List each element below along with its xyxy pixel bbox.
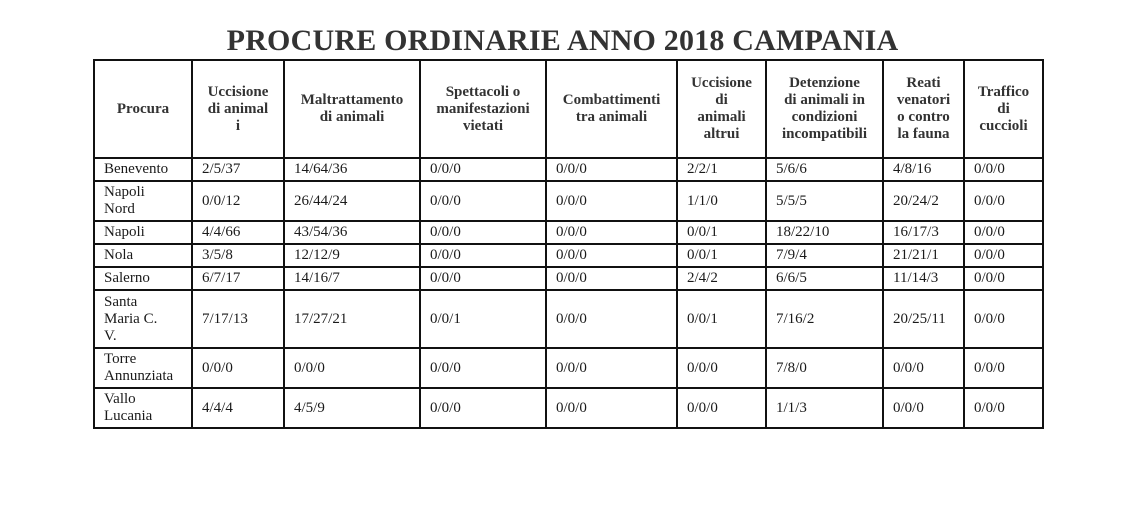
data-cell: 0/0/0 <box>546 388 677 428</box>
data-cell: 0/0/0 <box>964 181 1043 221</box>
header-procura: Procura <box>94 60 192 158</box>
data-cell: 14/16/7 <box>284 267 420 290</box>
data-cell: 0/0/0 <box>546 244 677 267</box>
data-cell: 43/54/36 <box>284 221 420 244</box>
data-cell: 0/0/12 <box>192 181 284 221</box>
procura-name-cell: Napoli Nord <box>94 181 192 221</box>
table-row <box>94 181 1043 221</box>
table-row <box>94 348 1043 388</box>
data-cell: 0/0/0 <box>192 348 284 388</box>
data-cell: 0/0/0 <box>546 348 677 388</box>
data-cell: 0/0/0 <box>964 348 1043 388</box>
table-row <box>94 158 1043 181</box>
data-cell: 20/24/2 <box>883 181 964 221</box>
table-row <box>94 221 1043 244</box>
data-cell: 0/0/0 <box>546 221 677 244</box>
data-cell: 0/0/1 <box>677 244 766 267</box>
data-cell: 0/0/0 <box>964 290 1043 348</box>
data-cell: 0/0/0 <box>284 348 420 388</box>
data-cell: 5/6/6 <box>766 158 883 181</box>
data-cell: 12/12/9 <box>284 244 420 267</box>
header-traffico-cuccioli: Traffico di cuccioli <box>964 60 1043 158</box>
header-reati-venatori: Reati venatori o contro la fauna <box>883 60 964 158</box>
procura-name-cell: Benevento <box>94 158 192 181</box>
data-cell: 26/44/24 <box>284 181 420 221</box>
header-maltrattamento: Maltrattamento di animali <box>284 60 420 158</box>
procura-name-cell: Santa Maria C. V. <box>94 290 192 348</box>
data-cell: 0/0/0 <box>420 158 546 181</box>
header-uccisione-animali: Uccisione di animal i <box>192 60 284 158</box>
data-cell: 0/0/0 <box>964 244 1043 267</box>
data-cell: 7/17/13 <box>192 290 284 348</box>
procura-name-cell: Napoli <box>94 221 192 244</box>
data-cell: 0/0/0 <box>420 244 546 267</box>
table-row <box>94 290 1043 348</box>
data-cell: 21/21/1 <box>883 244 964 267</box>
data-cell: 6/6/5 <box>766 267 883 290</box>
header-combattimenti: Combattimenti tra animali <box>546 60 677 158</box>
header-detenzione: Detenzione di animali in condizioni incompatibili <box>766 60 883 158</box>
data-cell: 0/0/1 <box>677 290 766 348</box>
data-cell: 0/0/1 <box>677 221 766 244</box>
table-header-row <box>94 60 1043 158</box>
data-cell: 7/8/0 <box>766 348 883 388</box>
data-cell: 0/0/0 <box>964 388 1043 428</box>
procura-name-cell: Salerno <box>94 267 192 290</box>
data-cell: 0/0/0 <box>420 348 546 388</box>
data-cell: 0/0/0 <box>420 181 546 221</box>
data-cell: 18/22/10 <box>766 221 883 244</box>
data-cell: 0/0/0 <box>964 158 1043 181</box>
data-cell: 4/4/4 <box>192 388 284 428</box>
data-cell: 0/0/0 <box>964 221 1043 244</box>
data-cell: 6/7/17 <box>192 267 284 290</box>
data-cell: 17/27/21 <box>284 290 420 348</box>
table-row <box>94 267 1043 290</box>
data-cell: 0/0/1 <box>420 290 546 348</box>
data-cell: 16/17/3 <box>883 221 964 244</box>
table-row <box>94 244 1043 267</box>
data-cell: 0/0/0 <box>546 158 677 181</box>
data-cell: 3/5/8 <box>192 244 284 267</box>
table-row <box>94 388 1043 428</box>
header-uccisione-altrui: Uccisione di animali altrui <box>677 60 766 158</box>
data-cell: 0/0/0 <box>677 348 766 388</box>
data-cell: 0/0/0 <box>546 290 677 348</box>
data-cell: 0/0/0 <box>420 267 546 290</box>
data-cell: 2/4/2 <box>677 267 766 290</box>
data-cell: 5/5/5 <box>766 181 883 221</box>
header-spettacoli: Spettacoli o manifestazioni vietati <box>420 60 546 158</box>
data-cell: 11/14/3 <box>883 267 964 290</box>
data-cell: 7/9/4 <box>766 244 883 267</box>
data-cell: 0/0/0 <box>420 388 546 428</box>
data-cell: 1/1/3 <box>766 388 883 428</box>
procura-name-cell: Torre Annunziata <box>94 348 192 388</box>
data-cell: 7/16/2 <box>766 290 883 348</box>
data-cell: 0/0/0 <box>546 267 677 290</box>
data-cell: 0/0/0 <box>964 267 1043 290</box>
data-cell: 1/1/0 <box>677 181 766 221</box>
data-cell: 0/0/0 <box>546 181 677 221</box>
procure-table <box>93 59 1044 429</box>
procura-name-cell: Vallo Lucania <box>94 388 192 428</box>
procura-name-cell: Nola <box>94 244 192 267</box>
data-cell: 4/8/16 <box>883 158 964 181</box>
data-cell: 14/64/36 <box>284 158 420 181</box>
data-cell: 2/2/1 <box>677 158 766 181</box>
data-cell: 0/0/0 <box>677 388 766 428</box>
data-cell: 0/0/0 <box>883 348 964 388</box>
data-cell: 2/5/37 <box>192 158 284 181</box>
data-cell: 4/4/66 <box>192 221 284 244</box>
page-title: PROCURE ORDINARIE ANNO 2018 CAMPANIA <box>226 24 899 57</box>
data-cell: 0/0/0 <box>883 388 964 428</box>
data-cell: 4/5/9 <box>284 388 420 428</box>
data-cell: 0/0/0 <box>420 221 546 244</box>
data-cell: 20/25/11 <box>883 290 964 348</box>
